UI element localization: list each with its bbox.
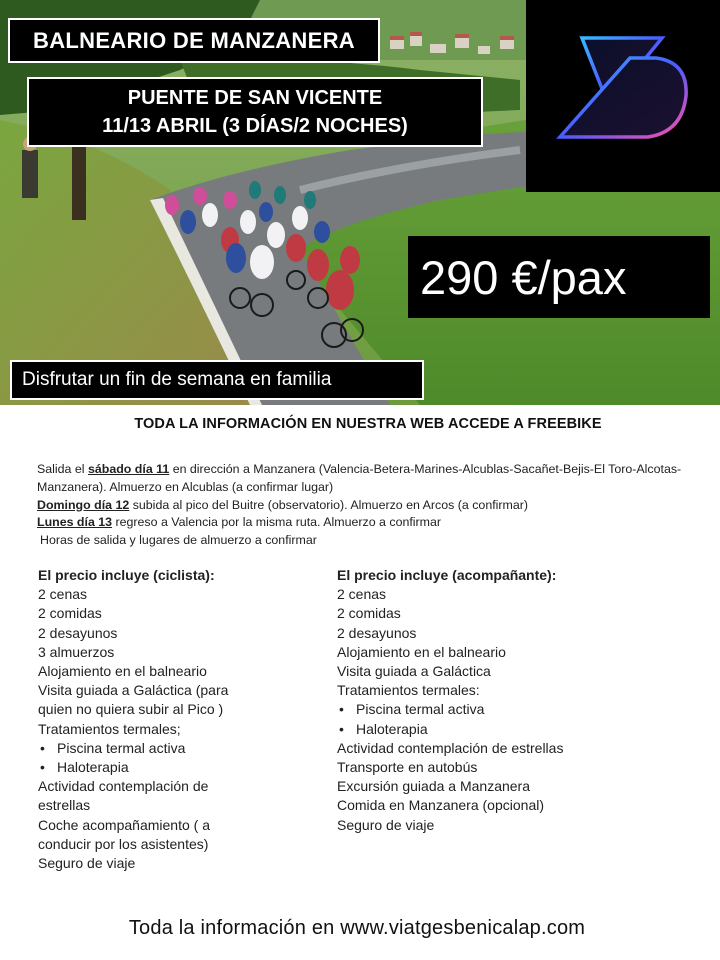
itinerary	[37, 461, 705, 550]
event-dates: 11/13 ABRIL (3 DÍAS/2 NOCHES)	[102, 115, 408, 137]
cyclist-item: Actividad contemplación de estrellas	[38, 778, 209, 814]
companion-item: 2 cenas	[337, 586, 387, 603]
companion-item: Alojamiento en el balneario	[337, 643, 506, 660]
cyclist-item: 2 comidas	[38, 605, 102, 622]
day3-lead: Lunes día 13	[37, 515, 113, 530]
companion-includes	[337, 566, 637, 835]
event-name: PUENTE DE SAN VICENTE	[127, 87, 383, 109]
footer-website-text: Toda la información en www.viatgesbenicalap.com	[128, 917, 586, 939]
cyclist-bullet: • Haloterapia	[38, 758, 248, 777]
price-text: 290 €/pax	[420, 250, 627, 304]
day1-prefix: Salida el	[37, 462, 88, 476]
event-banner	[27, 77, 483, 147]
cyclist-heading: El precio incluye (ciclista):	[38, 567, 215, 583]
cyclist-bullet: • Piscina termal activa	[38, 739, 248, 758]
title-banner	[8, 18, 380, 63]
companion-bullet: • Haloterapia	[337, 720, 637, 739]
cyclist-item: Alojamiento en el balneario	[38, 663, 207, 680]
companion-item: Seguro de viaje	[337, 816, 435, 833]
companion-item: Tratamientos termales:	[337, 682, 480, 699]
companion-item: Transporte en autobús	[337, 759, 478, 776]
day2-lead: Domingo día 12	[37, 497, 130, 512]
day1-lead: sábado día 11	[87, 462, 170, 476]
info-heading: TODA LA INFORMACIÓN EN NUESTRA WEB ACCEDE A FREEBIKE	[134, 416, 602, 432]
day3-text: regreso a Valencia por la misma ruta. Almuerzo a confirmar	[112, 515, 442, 530]
companion-item: Comida en Manzanera (opcional)	[337, 797, 544, 814]
cyclist-includes	[38, 566, 248, 873]
itinerary-day1	[37, 461, 705, 497]
cyclist-item: 2 desayunos	[38, 624, 118, 641]
tagline-text: Disfrutar un fin de semana en familia	[22, 369, 332, 390]
itinerary-day3	[37, 514, 705, 532]
price-banner	[408, 236, 710, 318]
tagline-banner	[10, 360, 424, 400]
day1-text: en dirección a Manzanera (Valencia-Betera-Marines-Alcublas-Sacañet-Bejis-El Toro-Alcotas-Manzanera). Almuerzo en Alcublas (a confirmar lugar)	[37, 462, 682, 494]
companion-item: Visita guiada a Galáctica	[337, 663, 491, 680]
companion-heading: El precio incluye (acompañante):	[337, 567, 557, 583]
cyclist-item: Coche acompañamiento ( a conducir por los asistentes)	[38, 816, 210, 852]
companion-item: 2 desayunos	[337, 624, 417, 641]
companion-item: 2 comidas	[337, 605, 401, 622]
title-text: BALNEARIO DE MANZANERA	[33, 27, 355, 53]
cyclist-item: 3 almuerzos	[38, 643, 115, 660]
itinerary-day2	[37, 497, 705, 515]
cyclist-item: 2 cenas	[38, 586, 88, 603]
companion-item: Actividad contemplación de estrellas	[337, 739, 564, 756]
freebike-z-logo-icon	[526, 0, 720, 192]
itinerary-note: Horas de salida y lugares de almuerzo a confirmar	[40, 533, 317, 548]
day2-text: subida al pico del Buitre (observatorio). Almuerzo en Arcos (a confirmar)	[129, 497, 529, 512]
cyclist-item: Seguro de viaje	[38, 855, 136, 872]
companion-bullet: • Piscina termal activa	[337, 700, 637, 719]
cyclist-item: Visita guiada a Galáctica (para quien no quiera subir al Pico )	[38, 682, 229, 718]
companion-item: Excursión guiada a Manzanera	[337, 778, 531, 795]
cyclist-item: Tratamientos termales;	[38, 720, 181, 737]
